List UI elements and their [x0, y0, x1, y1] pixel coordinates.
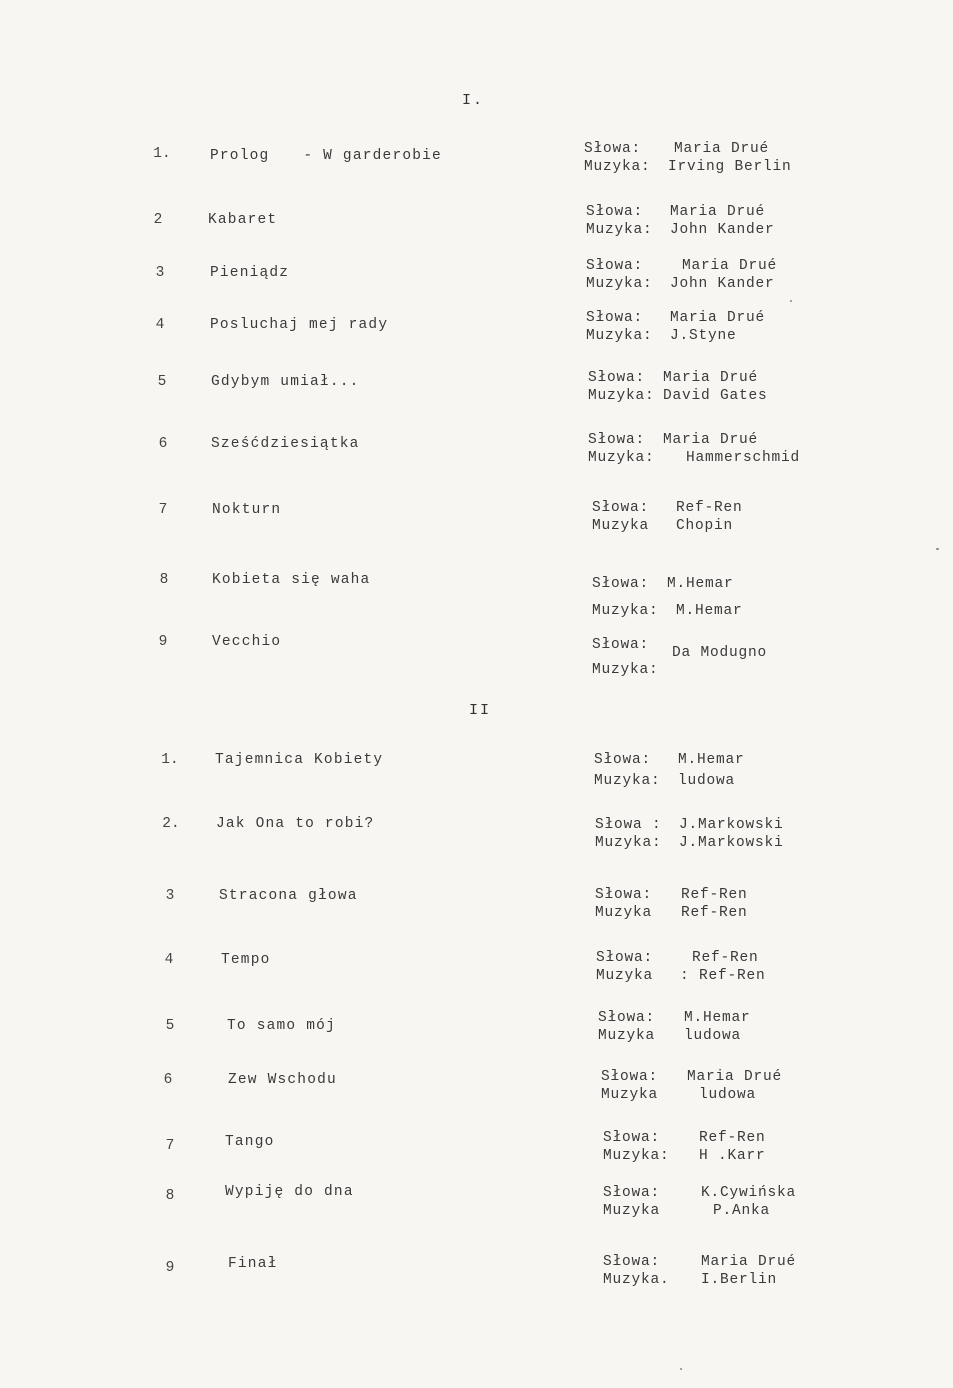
- list-item: [0, 432, 953, 476]
- words-author: Ref-Ren: [681, 887, 748, 903]
- music-author: Ref-Ren: [681, 905, 748, 921]
- item-title: Kabaret: [208, 212, 278, 228]
- words-author: M.Hemar: [684, 1010, 751, 1026]
- music-label: Muzyka: [603, 1203, 661, 1219]
- scan-speck: [680, 1368, 682, 1370]
- words-label: Słowa:: [603, 1185, 661, 1201]
- item-credits: [601, 1068, 782, 1104]
- list-item: [0, 370, 953, 414]
- item-number: 8: [165, 1188, 175, 1204]
- list-item: [0, 502, 953, 542]
- music-label: Muzyka:: [586, 328, 653, 344]
- item-credits: [586, 257, 777, 293]
- music-author: David Gates: [663, 388, 768, 404]
- words-author: J.Markowski: [679, 817, 784, 833]
- words-author: M.Hemar: [667, 576, 734, 592]
- music-label: Muzyka: [595, 905, 653, 921]
- item-credits: [594, 750, 745, 792]
- music-author: John Kander: [670, 222, 775, 238]
- words-label: Słowa:: [586, 258, 644, 274]
- item-credits: [595, 816, 784, 852]
- item-number: 4: [155, 317, 165, 333]
- words-author: K.Cywińska: [701, 1185, 797, 1201]
- words-label: Słowa:: [588, 432, 646, 448]
- item-credits: [588, 369, 768, 405]
- music-author: Irving Berlin: [668, 159, 792, 175]
- list-item: [0, 816, 953, 856]
- music-author: J.Styne: [670, 328, 737, 344]
- item-title: Finał: [228, 1256, 278, 1272]
- item-credits: [595, 886, 748, 922]
- music-author: P.Anka: [713, 1203, 771, 1219]
- words-label: Słowa:: [592, 637, 650, 653]
- music-label: Muzyka:: [592, 662, 659, 678]
- music-author: I.Berlin: [701, 1272, 778, 1288]
- words-label: Słowa:: [586, 204, 644, 220]
- music-label: Muzyka: [596, 968, 654, 984]
- music-label: Muzyka:: [595, 835, 662, 851]
- words-author: Maria Drué: [674, 141, 770, 157]
- item-title: Tango: [225, 1134, 275, 1150]
- words-label: Słowa:: [586, 310, 644, 326]
- item-title-main: Prolog: [210, 148, 270, 164]
- words-label: Słowa:: [594, 752, 652, 768]
- item-number: 7: [158, 502, 168, 518]
- list-item: [0, 752, 953, 792]
- item-title: Vecchio: [212, 634, 282, 650]
- list-item: [0, 1010, 953, 1058]
- words-author: Maria Drué: [663, 432, 759, 448]
- list-item: [0, 1184, 953, 1224]
- music-label: Muzyka:: [594, 773, 661, 789]
- item-number: 3: [155, 265, 165, 281]
- music-label: Muzyka:: [586, 222, 653, 238]
- item-number: 9: [158, 634, 168, 650]
- item-credits: [586, 309, 765, 345]
- item-credits: [592, 499, 743, 535]
- words-author: Maria Drué: [663, 370, 759, 386]
- scan-speck: [790, 300, 792, 302]
- words-author: Ref-Ren: [699, 1130, 766, 1146]
- item-title: Sześćdziesiątka: [211, 436, 360, 452]
- music-author: J.Markowski: [679, 835, 784, 851]
- item-number: 2.: [162, 816, 180, 832]
- scan-speck: [936, 548, 939, 550]
- item-number: 6: [158, 436, 168, 452]
- music-label: Muzyka.: [603, 1272, 670, 1288]
- item-title: Jak Ona to robi?: [216, 816, 375, 832]
- music-label: Muzyka: [601, 1087, 659, 1103]
- music-author: : Ref-Ren: [680, 968, 766, 984]
- list-item: [0, 258, 953, 305]
- item-credits: [584, 140, 792, 176]
- list-item: [0, 310, 953, 357]
- item-credits: [598, 1009, 751, 1045]
- words-author: Ref-Ren: [676, 500, 743, 516]
- item-number: 8: [159, 572, 169, 588]
- section-heading-1: I.: [462, 92, 485, 109]
- music-label: Muzyka:: [588, 388, 655, 404]
- music-author: ludowa: [684, 1028, 742, 1044]
- item-credits: [603, 1184, 796, 1220]
- item-credits: [592, 571, 743, 625]
- music-label: Muzyka:: [592, 603, 659, 619]
- item-number: 6: [163, 1072, 173, 1088]
- words-label: Słowa:: [595, 887, 653, 903]
- item-number: 2: [153, 212, 163, 228]
- words-author: Maria Drué: [682, 258, 778, 274]
- item-credits: [603, 1129, 766, 1165]
- music-author: ludowa: [699, 1087, 757, 1103]
- words-author: M.Hemar: [678, 752, 745, 768]
- words-label: Słowa :: [595, 817, 662, 833]
- item-number: 1.: [153, 146, 171, 162]
- words-label: Słowa:: [603, 1254, 661, 1270]
- list-item: [0, 141, 953, 186]
- music-label: Muzyka:: [603, 1148, 670, 1164]
- item-title: Tajemnica Kobiety: [215, 752, 384, 768]
- list-item: [0, 952, 953, 992]
- item-credits: [596, 949, 766, 985]
- music-author: H .Karr: [699, 1148, 766, 1164]
- music-author: Hammerschmid: [686, 450, 801, 466]
- item-title: To samo mój: [227, 1018, 336, 1034]
- item-credits: [586, 203, 775, 239]
- item-title: Stracona głowa: [219, 888, 358, 904]
- item-title: Pieniądz: [210, 265, 290, 281]
- words-label: Słowa:: [584, 141, 642, 157]
- words-label: Słowa:: [598, 1010, 656, 1026]
- section-heading-2: II: [469, 702, 492, 719]
- item-title: Kobieta się waha: [212, 572, 371, 588]
- list-item: [0, 634, 953, 678]
- item-number: 1.: [161, 752, 179, 768]
- words-author: Maria Drué: [670, 310, 766, 326]
- music-label: Muzyka:: [586, 276, 653, 292]
- item-title: Posluchaj mej rady: [210, 317, 389, 333]
- words-author: Ref-Ren: [692, 950, 759, 966]
- list-item: [0, 572, 953, 619]
- music-author: Chopin: [676, 518, 734, 534]
- music-label: Muzyka: [598, 1028, 656, 1044]
- music-label: Muzyka: [592, 518, 650, 534]
- music-label: Muzyka:: [584, 159, 651, 175]
- item-number: 4: [164, 952, 174, 968]
- item-number: 7: [165, 1138, 175, 1154]
- item-number: 5: [165, 1018, 175, 1034]
- list-item: [0, 888, 953, 928]
- item-title: Zew Wschodu: [228, 1072, 337, 1088]
- item-number: 9: [165, 1260, 175, 1276]
- music-label: Muzyka:: [588, 450, 655, 466]
- item-credits: [588, 431, 800, 467]
- item-credits: [592, 633, 676, 683]
- words-label: Słowa:: [603, 1130, 661, 1146]
- words-label: Słowa:: [601, 1069, 659, 1085]
- item-subtitle: - W garderobie: [303, 148, 442, 164]
- words-label: Słowa:: [588, 370, 646, 386]
- music-author: John Kander: [670, 276, 775, 292]
- music-author: ludowa: [678, 773, 736, 789]
- item-number: 5: [157, 374, 167, 390]
- list-item: [0, 1069, 953, 1112]
- list-item: [0, 1130, 953, 1174]
- item-title: Gdybym umiał...: [211, 374, 360, 390]
- words-author: Maria Drué: [701, 1254, 797, 1270]
- list-item: [0, 1256, 953, 1296]
- item-title: Wypiję do dna: [225, 1184, 354, 1200]
- item-title: Nokturn: [212, 502, 282, 518]
- item-title: Tempo: [221, 952, 271, 968]
- words-music-author: Da Modugno: [672, 645, 768, 661]
- words-label: Słowa:: [592, 500, 650, 516]
- music-author: M.Hemar: [676, 603, 743, 619]
- item-credits: [603, 1253, 796, 1289]
- words-author: Maria Drué: [687, 1069, 783, 1085]
- words-label: Słowa:: [596, 950, 654, 966]
- item-number: 3: [165, 888, 175, 904]
- words-author: Maria Drué: [670, 204, 766, 220]
- item-title: [210, 148, 442, 164]
- list-item: [0, 204, 953, 252]
- words-label: Słowa:: [592, 576, 650, 592]
